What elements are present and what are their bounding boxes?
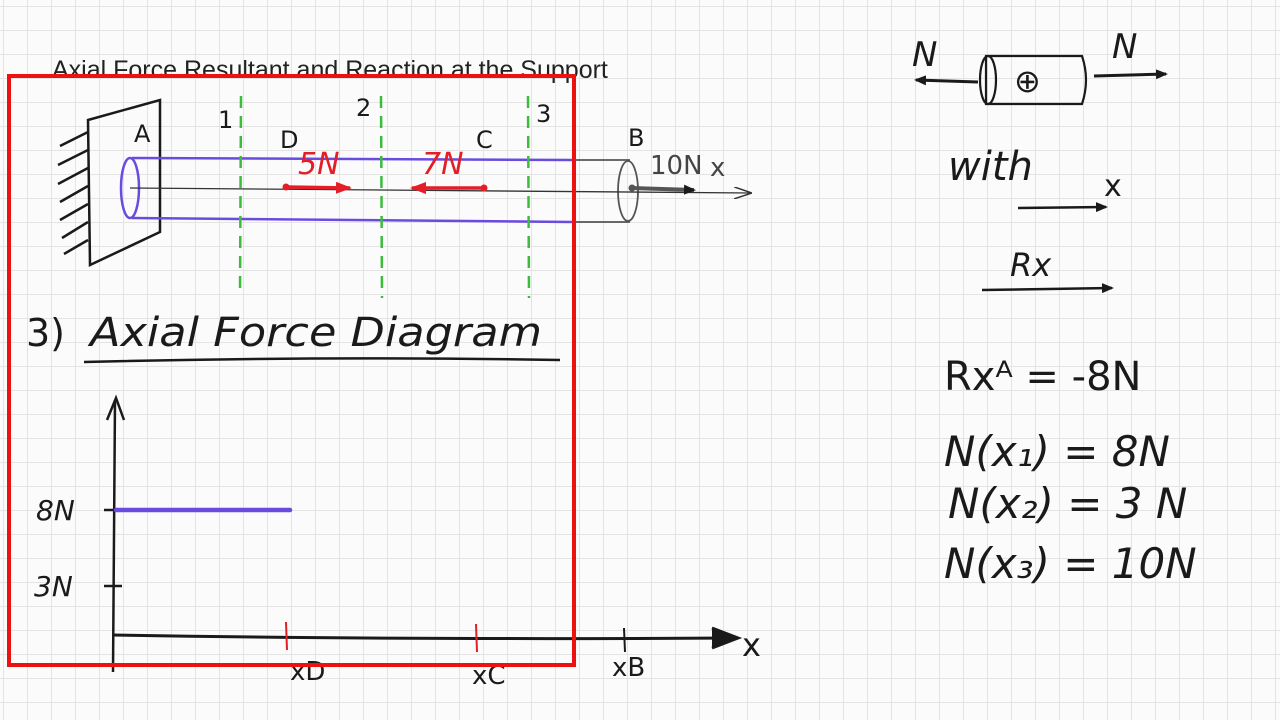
with-text: with [948,144,1033,190]
section-label-2: 2 [356,94,372,122]
support-label-a: A [134,120,151,148]
section-label-3: 3 [536,100,552,128]
x-mark-label-b: xB [612,653,646,683]
axial-force-chart [34,398,761,691]
diagram-heading [26,310,560,362]
n-left-label: N [912,35,938,75]
n3-result: N(x₃) = 10N [944,539,1197,588]
n2-result: N(x₂) = 3 N [948,479,1188,528]
section-label-1: 1 [218,106,234,134]
x-mark-label-c: xC [472,661,506,691]
x-axis-label: x [742,626,761,664]
x-axis [112,635,735,639]
beam-drawing [58,94,750,298]
x-mark-d [286,622,287,650]
highlight-frame [9,76,574,665]
force-b-label: 10N [650,151,703,181]
point-label-c: C [476,126,493,154]
with-axis-label: x [1104,169,1122,204]
point-label-d: D [280,126,299,154]
rx-arrow [982,288,1112,290]
y-tick-label-8n: 8N [36,494,75,527]
page-title: Axial Force Resultant and Reaction at the Support [52,56,608,84]
plus-sign-icon: ⊕ [1014,62,1041,100]
reaction-result: Rxᴬ = -8N [944,354,1142,400]
point-label-b: B [628,124,645,152]
heading-underline [84,358,560,362]
heading-text: Axial Force Diagram [86,310,542,356]
beam-axis-label: x [710,153,726,183]
x-mark-c [476,624,477,652]
n-left-arrow [916,80,978,82]
x-mark-label-d: xD [290,657,326,687]
n1-result: N(x₁) = 8N [944,427,1170,476]
results-block [944,354,1197,588]
n-right-arrow [1094,74,1166,76]
x-mark-b [624,628,625,652]
n-right-label: N [1112,27,1138,67]
force-c-label: 7N [422,147,464,182]
sign-convention [912,27,1166,290]
y-axis [113,400,115,672]
force-d-label: 5N [298,147,340,182]
rx-label: Rx [1010,246,1052,284]
with-axis-arrow [1018,207,1106,208]
heading-number: 3) [26,311,66,355]
y-tick-label-3n: 3N [34,570,73,603]
x-axis-arrowhead [712,628,738,648]
